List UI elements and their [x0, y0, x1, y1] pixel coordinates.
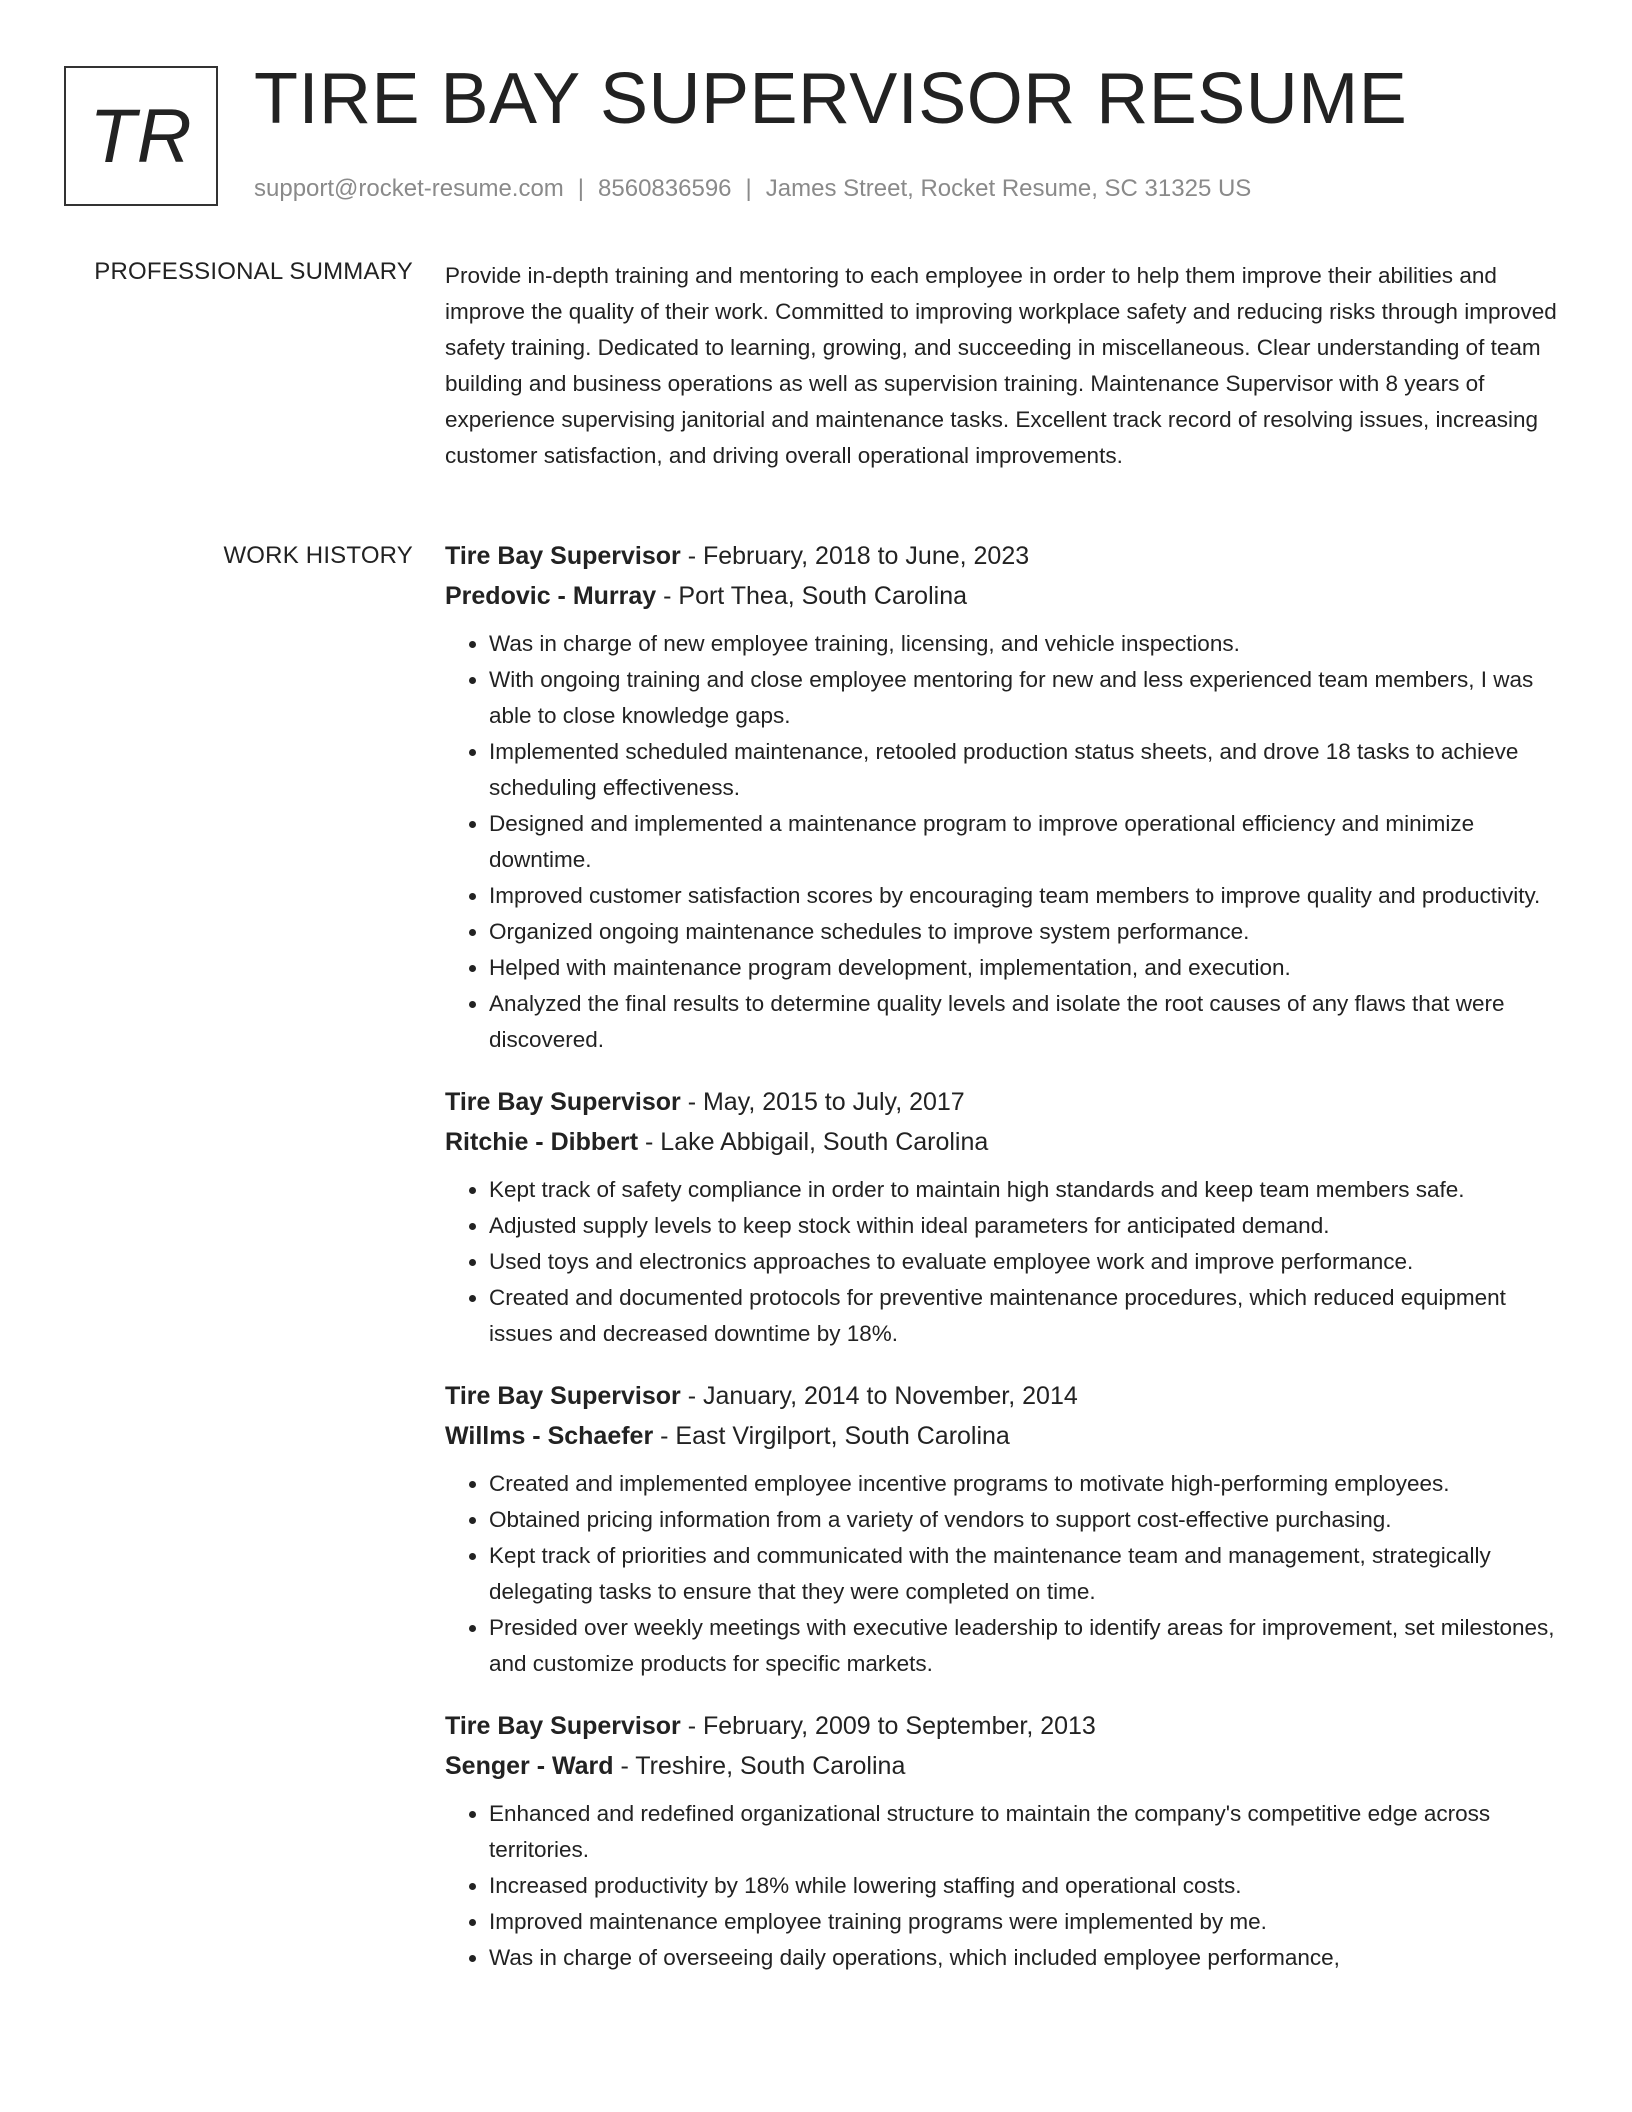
- job-title: Tire Bay Supervisor: [445, 542, 681, 570]
- job-company: Willms - Schaefer: [445, 1422, 654, 1450]
- contact-separator: |: [745, 175, 752, 202]
- work-history-label: WORK HISTORY: [223, 542, 413, 569]
- contact-email: support@rocket-resume.com: [254, 175, 564, 202]
- job-bullet: • Was in charge of overseeing daily operations, which included employee performance,: [489, 1940, 1565, 1976]
- job-company-line: [445, 576, 1565, 616]
- job-bullet: • Created and documented protocols for preventive maintenance procedures, which reduced equipment issues and decreased downtime by 18%.: [489, 1280, 1565, 1352]
- job-bullet: • Obtained pricing information from a variety of vendors to support cost-effective purchasing.: [489, 1502, 1565, 1538]
- job-company-line: [445, 1122, 1565, 1162]
- job-bullet: • Created and implemented employee incentive programs to motivate high-performing employees.: [489, 1466, 1565, 1502]
- job-title-line: [445, 1376, 1565, 1416]
- job-location: - Treshire, South Carolina: [613, 1752, 906, 1780]
- job-title: Tire Bay Supervisor: [445, 1712, 681, 1740]
- job-bullet: • Improved maintenance employee training programs were implemented by me.: [489, 1904, 1565, 1940]
- job-entry: [445, 1376, 1565, 1682]
- job-bullet: • Increased productivity by 18% while lowering staffing and operational costs.: [489, 1868, 1565, 1904]
- job-dates: - February, 2018 to June, 2023: [680, 542, 1030, 570]
- job-company: Senger - Ward: [445, 1752, 614, 1780]
- job-bullet: • Kept track of safety compliance in order to maintain high standards and keep team members safe.: [489, 1172, 1565, 1208]
- contact-address: James Street, Rocket Resume, SC 31325 US: [765, 175, 1252, 202]
- job-bullets: [445, 1466, 1565, 1682]
- job-title-line: [445, 1082, 1565, 1122]
- job-bullet: • Adjusted supply levels to keep stock within ideal parameters for anticipated demand.: [489, 1208, 1565, 1244]
- job-location: - East Virgilport, South Carolina: [653, 1422, 1010, 1450]
- monogram-badge: [64, 66, 218, 206]
- job-bullet: • Implemented scheduled maintenance, retooled production status sheets, and drove 18 tasks to achieve scheduling effectiveness.: [489, 734, 1565, 806]
- summary-label: PROFESSIONAL SUMMARY: [94, 258, 413, 285]
- job-bullet: • Designed and implemented a maintenance program to improve operational efficiency and minimize downtime.: [489, 806, 1565, 878]
- job-dates: - January, 2014 to November, 2014: [680, 1382, 1078, 1410]
- job-bullet: • Was in charge of new employee training, licensing, and vehicle inspections.: [489, 626, 1565, 662]
- job-bullet: • Improved customer satisfaction scores by encouraging team members to improve quality and productivity.: [489, 878, 1565, 914]
- job-company-line: [445, 1416, 1565, 1456]
- job-title: Tire Bay Supervisor: [445, 1382, 681, 1410]
- job-location: - Lake Abbigail, South Carolina: [638, 1128, 989, 1156]
- job-list: [445, 536, 1565, 2000]
- job-dates: - May, 2015 to July, 2017: [680, 1088, 965, 1116]
- job-bullet: • Used toys and electronics approaches to evaluate employee work and improve performance.: [489, 1244, 1565, 1280]
- job-bullet: • Presided over weekly meetings with executive leadership to identify areas for improvement, set milestones, and customize products for specific markets.: [489, 1610, 1565, 1682]
- job-bullet: • Organized ongoing maintenance schedules to improve system performance.: [489, 914, 1565, 950]
- job-bullet: • Analyzed the final results to determine quality levels and isolate the root causes of any flaws that were discovered.: [489, 986, 1565, 1058]
- job-bullet: • With ongoing training and close employee mentoring for new and less experienced team members, I was able to close knowledge gaps.: [489, 662, 1565, 734]
- resume-title: TIRE BAY SUPERVISOR RESUME: [254, 59, 1408, 139]
- contact-phone: 8560836596: [598, 175, 732, 202]
- job-entry: [445, 1082, 1565, 1352]
- job-entry: [445, 536, 1565, 1058]
- job-bullet: • Kept track of priorities and communicated with the maintenance team and management, strategically delegating tasks to ensure that they were completed on time.: [489, 1538, 1565, 1610]
- job-company-line: [445, 1746, 1565, 1786]
- job-bullet: • Helped with maintenance program development, implementation, and execution.: [489, 950, 1565, 986]
- contact-line: [254, 175, 1251, 203]
- job-bullets: [445, 626, 1565, 1058]
- job-entry: [445, 1706, 1565, 1976]
- job-company: Predovic - Murray: [445, 582, 657, 610]
- summary-text: Provide in-depth training and mentoring to each employee in order to help them improve their abilities and improve the quality of their work. Committed to improving workplace safety and reducing risks through improved safety training. Dedicated to learning, growing, and succeeding in miscellaneous. Clear understanding of team building and business operations as well as supervision training. Maintenance Supervisor with 8 years of experience supervising janitorial and maintenance tasks. Excellent track record of resolving issues, increasing customer satisfaction, and driving overall operational improvements.: [445, 263, 1557, 468]
- job-title-line: [445, 1706, 1565, 1746]
- job-location: - Port Thea, South Carolina: [656, 582, 968, 610]
- job-bullets: [445, 1172, 1565, 1352]
- contact-separator: |: [577, 175, 585, 202]
- job-title-line: [445, 536, 1565, 576]
- job-company: Ritchie - Dibbert: [445, 1128, 639, 1156]
- job-title: Tire Bay Supervisor: [445, 1088, 681, 1116]
- job-bullets: [445, 1796, 1565, 1976]
- monogram-text: TR: [89, 93, 193, 179]
- job-dates: - February, 2009 to September, 2013: [680, 1712, 1096, 1740]
- job-bullet: • Enhanced and redefined organizational structure to maintain the company's competitive edge across territories.: [489, 1796, 1565, 1868]
